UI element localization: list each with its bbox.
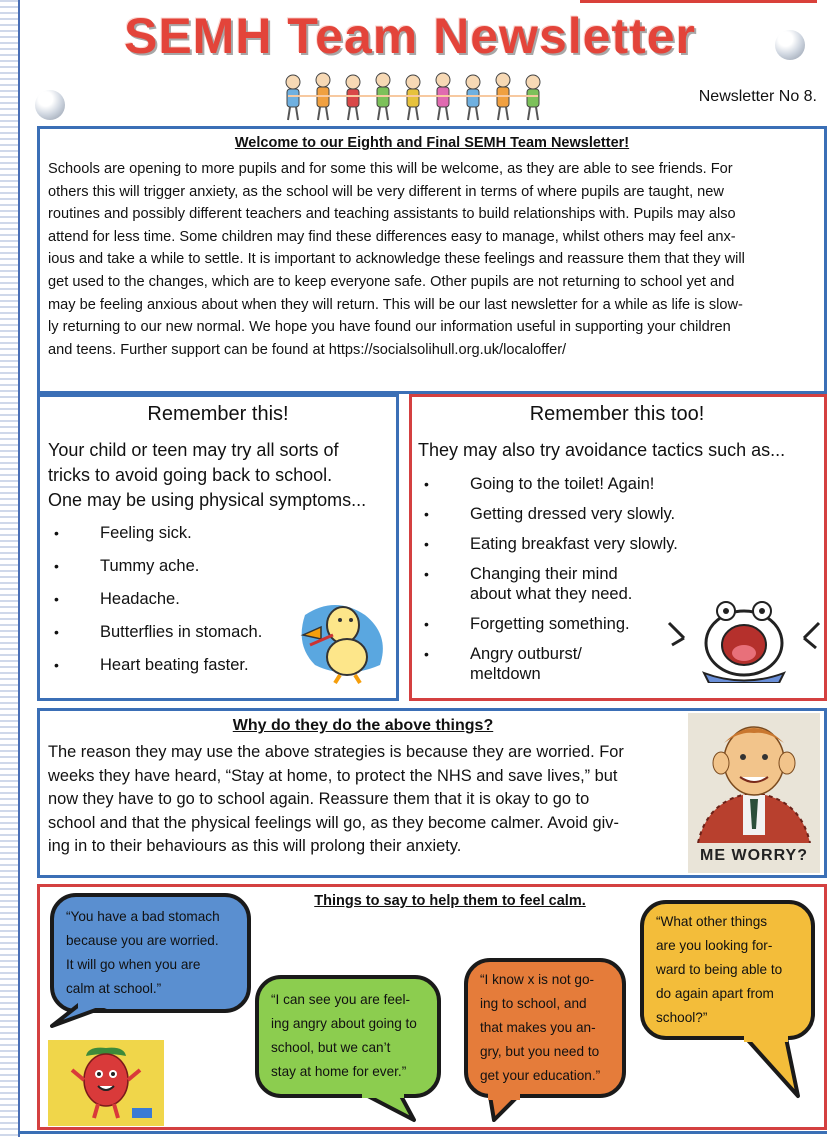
speech-line: that makes you an- [480, 1020, 596, 1035]
calm-heading: Things to say to help them to feel calm. [314, 893, 586, 909]
why-line: ing in to their behaviours as this will prolong their anxiety. [48, 837, 462, 856]
why-line: school and that the physical feelings will go, as they become calmer. Avoid giv- [48, 813, 619, 832]
welcome-line: ly returning to our new normal. We hope you have found our information useful in supporting your children [48, 319, 731, 336]
why-line: The reason they may use the above strategies is because they are worried. For [48, 743, 624, 761]
list-item-line: about what they need. [470, 585, 633, 603]
speech-line: school, but we can’t [271, 1040, 391, 1055]
remember-too-intro: They may also try avoidance tactics such as... [418, 440, 786, 460]
speech-line: ing to school, and [480, 996, 587, 1011]
welcome-line: get used to the changes, which are to keep everyone safe. Other pupils are not returning to school yet and [48, 273, 735, 290]
speech-line: are you looking for- [656, 938, 773, 953]
speech-line: gry, but you need to [480, 1044, 600, 1059]
list-item [418, 474, 816, 494]
top-accent-line [580, 0, 817, 3]
speech-line: get your education.” [480, 1068, 601, 1083]
children-holding-hands-icon [278, 70, 548, 122]
speech-tail [484, 1092, 534, 1124]
speech-line: “What other things [656, 914, 768, 929]
speech-line: calm at school.” [66, 981, 162, 996]
remember-this-section [37, 394, 399, 701]
image-caption: ME WORRY? [700, 847, 808, 864]
screaming-face-illustration [664, 593, 824, 683]
list-item-line: Angry outburst/ [470, 645, 582, 663]
bubble-decoration-left [35, 90, 65, 120]
list-item: • Heart beating faster. [48, 655, 388, 675]
speech-bubble [640, 900, 815, 1040]
speech-line: ward to being able to [656, 962, 783, 977]
speech-tail [360, 1090, 430, 1124]
speech-bubble [255, 975, 441, 1098]
welcome-line: routines and possibly different teachers and teaching assistants to build relationships with. Pupils may also [48, 206, 736, 223]
list-item [418, 504, 816, 524]
list-item: • Tummy ache. [48, 556, 388, 576]
remember-title: Remember this! [147, 403, 289, 425]
speech-line: because you are worried. [66, 933, 219, 948]
speech-line: “I can see you are feel- [271, 992, 411, 1007]
why-line: now they have to go to school again. Reassure them that it is okay to go to [48, 790, 590, 809]
speech-line: It will go when you are [66, 957, 201, 972]
strawberry-mascot-illustration [48, 1040, 164, 1126]
list-item-line: Changing their mind [470, 565, 618, 583]
welcome-line: may be feeling anxious about when they will return. This will be our last newsletter for a while as life is slow- [48, 296, 743, 313]
remember-intro-line: One may be using physical symptoms... [48, 490, 367, 510]
speech-line: stay at home for ever.” [271, 1064, 407, 1079]
why-line: weeks they have heard, “Stay at home, to protect the NHS and save lives,” but [48, 766, 618, 785]
speech-bubble [50, 893, 251, 1013]
bubble-decoration-right [775, 30, 805, 60]
newsletter-title: SEMH Team Newsletter [123, 8, 697, 64]
list-item: • Butterflies in stomach. [48, 622, 388, 642]
speech-line: school?” [656, 1010, 708, 1025]
list-item-line: Going to the toilet! Again! [470, 475, 655, 493]
remember-this-too-section [409, 394, 827, 701]
welcome-line: ious and take a while to settle. It is important to acknowledge these feelings and reassure them that they will [48, 251, 745, 268]
strawberry-mascot-picture [48, 1040, 164, 1126]
welcome-line: Schools are opening to more pupils and for some this will be welcome, as they are able to see friends. For [48, 161, 733, 177]
sick-duck-illustration [285, 585, 395, 685]
speech-bubble [464, 958, 626, 1098]
list-item: • Headache. [48, 589, 388, 609]
list-item-line: Forgetting something. [470, 615, 630, 633]
welcome-section [37, 126, 827, 394]
welcome-line: others this will trigger anxiety, as the school will be very different in terms of where pupils are taught, new [48, 183, 724, 200]
speech-line: ing angry about going to [271, 1016, 417, 1031]
welcome-line: and teens. Further support can be found at https://socialsolihull.org.uk/localoffer/ [48, 341, 567, 358]
list-item-line: Eating breakfast very slowly. [470, 535, 678, 553]
remember-intro-line: tricks to avoid going back to school. [48, 465, 333, 485]
speech-tail [50, 1000, 130, 1030]
why-heading: Why do they do the above things? [232, 717, 494, 734]
speech-line: “You have a bad stomach [66, 909, 220, 924]
speech-tail [738, 1034, 808, 1100]
remember-intro-line: Your child or teen may try all sorts of [48, 440, 339, 460]
list-item: • Feeling sick. [48, 523, 388, 543]
binder-spiral [0, 0, 20, 1137]
welcome-heading: Welcome to our Eighth and Final SEMH Team Newsletter! [234, 135, 630, 151]
welcome-line: attend for less time. Some children may find these differences easy to manage, whilst others may feel anx- [48, 228, 736, 245]
worried-boy-picture [688, 713, 820, 873]
speech-line: do again apart from [656, 986, 774, 1001]
remember-too-title: Remember this too! [529, 403, 705, 425]
list-item-line: Getting dressed very slowly. [470, 505, 676, 523]
why-section [37, 708, 827, 878]
list-item-line: meltdown [470, 665, 541, 683]
worried-boy-illustration [688, 713, 820, 843]
issue-number: Newsletter No 8. [698, 88, 817, 105]
bottom-accent-line [18, 1131, 827, 1134]
list-item [418, 534, 816, 554]
speech-line: “I know x is not go- [480, 972, 595, 987]
